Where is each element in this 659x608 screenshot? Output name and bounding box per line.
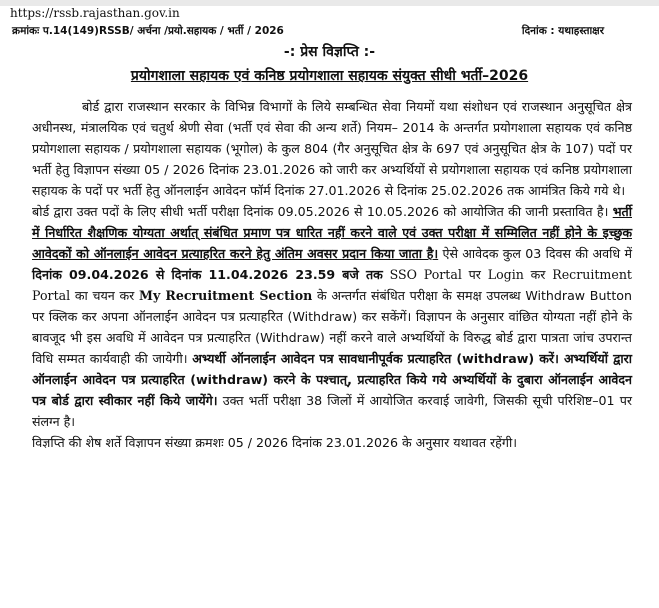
press-release-heading: -: प्रेस विज्ञप्ति :-: [283, 44, 376, 60]
last-chance-text: भर्ती में निर्धारित शैक्षणिक योग्यता अर्थात् संबंधित प्रमाण पत्र धारित नहीं करने वाले एवं उक्त परीक्षा में सम्मिलित नहीं होने के इच्छुक आवेदकों को ऑनलाईन आवेदन प्रत्याहरित करने हेतु अंतिम अवसर प्रदान किया जाता है।: [32, 204, 632, 261]
portal-instructions: SSO Portal पर Login कर Recruitment Portal का चयन कर: [32, 267, 632, 303]
recruitment-title: प्रयोगशाला सहायक एवं कनिष्ठ प्रयोगशाला सहायक संयुक्त सीधी भर्ती–2026: [130, 68, 529, 84]
my-recruitment-section: My Recruitment Section: [139, 288, 313, 303]
caution-text: अभ्यर्थी ऑनलाईन आवेदन पत्र सावधानीपूर्वक प्रत्याहरित (withdraw) करें। अभ्यर्थियों द्वारा ऑनलाईन आवेदन पत्र प्रत्याहरित (withdraw) करने के पश्चात्, प्रत्याहरित किये गये अभ्यर्थियों के दुबारा ऑनलाईन आवेदन पत्र बोर्ड द्वारा स्वीकार नहीं किये जायेंगे।: [32, 351, 632, 408]
districts-text: उक्त भर्ती परीक्षा 38 जिलों में आयोजित करवाई जावेगी, जिसकी सूची परिशिष्ट–01 पर संलग्न है।: [32, 393, 633, 429]
withdraw-instructions: के अन्तर्गत संबंधित परीक्षा के समक्ष उपलब्ध Withdraw Button पर क्लिक कर अपना ऑनलाईन आवेदन पत्र प्रत्याहरित (Withdraw) कर सकेंगें। विज्ञापन के अनुसार वांछित योग्यता नहीं होने के बावजूद भी इस अवधि में आवेदन पत्र प्रत्याहरित (Withdraw) नहीं करने वाले अभ्यर्थियों के विरुद्ध बोर्ड द्वारा पात्रता जांच उपरान्त विधि सम्मत कार्यवाही की जायेगी।: [32, 288, 632, 366]
paragraph-withdrawal: [32, 201, 632, 432]
withdraw-dates: दिनांक 09.04.2026 से दिनांक 11.04.2026 23.59 बजे तक: [32, 267, 383, 282]
period-text: ऐसे आवेदक कुल 03 दिवस की अवधि में: [438, 246, 632, 261]
reference-row: [12, 24, 652, 38]
reference-number: क्रमांकः प.14(149)RSSB/ अर्चना /प्रयो.सहायक / भर्ती / 2026: [12, 25, 284, 37]
paragraph-advertisement: बोर्ड द्वारा राजस्थान सरकार के विभिन्न विभागों के लिये सम्बन्धित सेवा नियमों यथा संशोधन एवं राजस्थान अनुसूचित क्षेत्र अधीनस्थ, मंत्रालयिक एवं चतुर्थ श्रेणी सेवा (भर्ती एवं सेवा की अन्य शर्ते) नियम– 2014 के अन्तर्गत प्रयोगशाला सहायक एवं कनिष्ठ प्रयोगशाला सहायक / प्रयोगशाला सहायक (भूगोल) के कुल 804 (गैर अनुसूचित क्षेत्र के 697 एवं अनुसूचित क्षेत्र के 107) पदों पर भर्ती हेतु विज्ञापन संख्या 05 / 2026 दिनांक 23.01.2026 को जारी कर अभ्यर्थियों से प्रयोगशाला सहायक एवं कनिष्ठ प्रयोगशाला सहायक के पदों पर भर्ती हेतु ऑनलाईन आवेदन फॉर्म दिनांक 27.01.2026 से दिनांक 25.02.2026 तक आमंत्रित किये गये थे।: [32, 99, 632, 198]
notice-body: [32, 96, 632, 453]
paragraph-remaining-conditions: विज्ञप्ति की शेष शर्ते विज्ञापन संख्या क्रमशः 05 / 2026 दिनांक 23.01.2026 के अनुसार यथावत रहेंगी।: [32, 435, 517, 450]
reference-date: दिनांक : यथाहस्ताक्षर: [521, 25, 604, 37]
exam-date-text: बोर्ड द्वारा उक्त पदों के लिए सीधी भर्ती परीक्षा दिनांक 09.05.2026 से 10.05.2026 को आयोजित की जानी प्रस्तावित है।: [32, 204, 613, 219]
website-url: https://rssb.rajasthan.gov.in: [10, 6, 180, 20]
